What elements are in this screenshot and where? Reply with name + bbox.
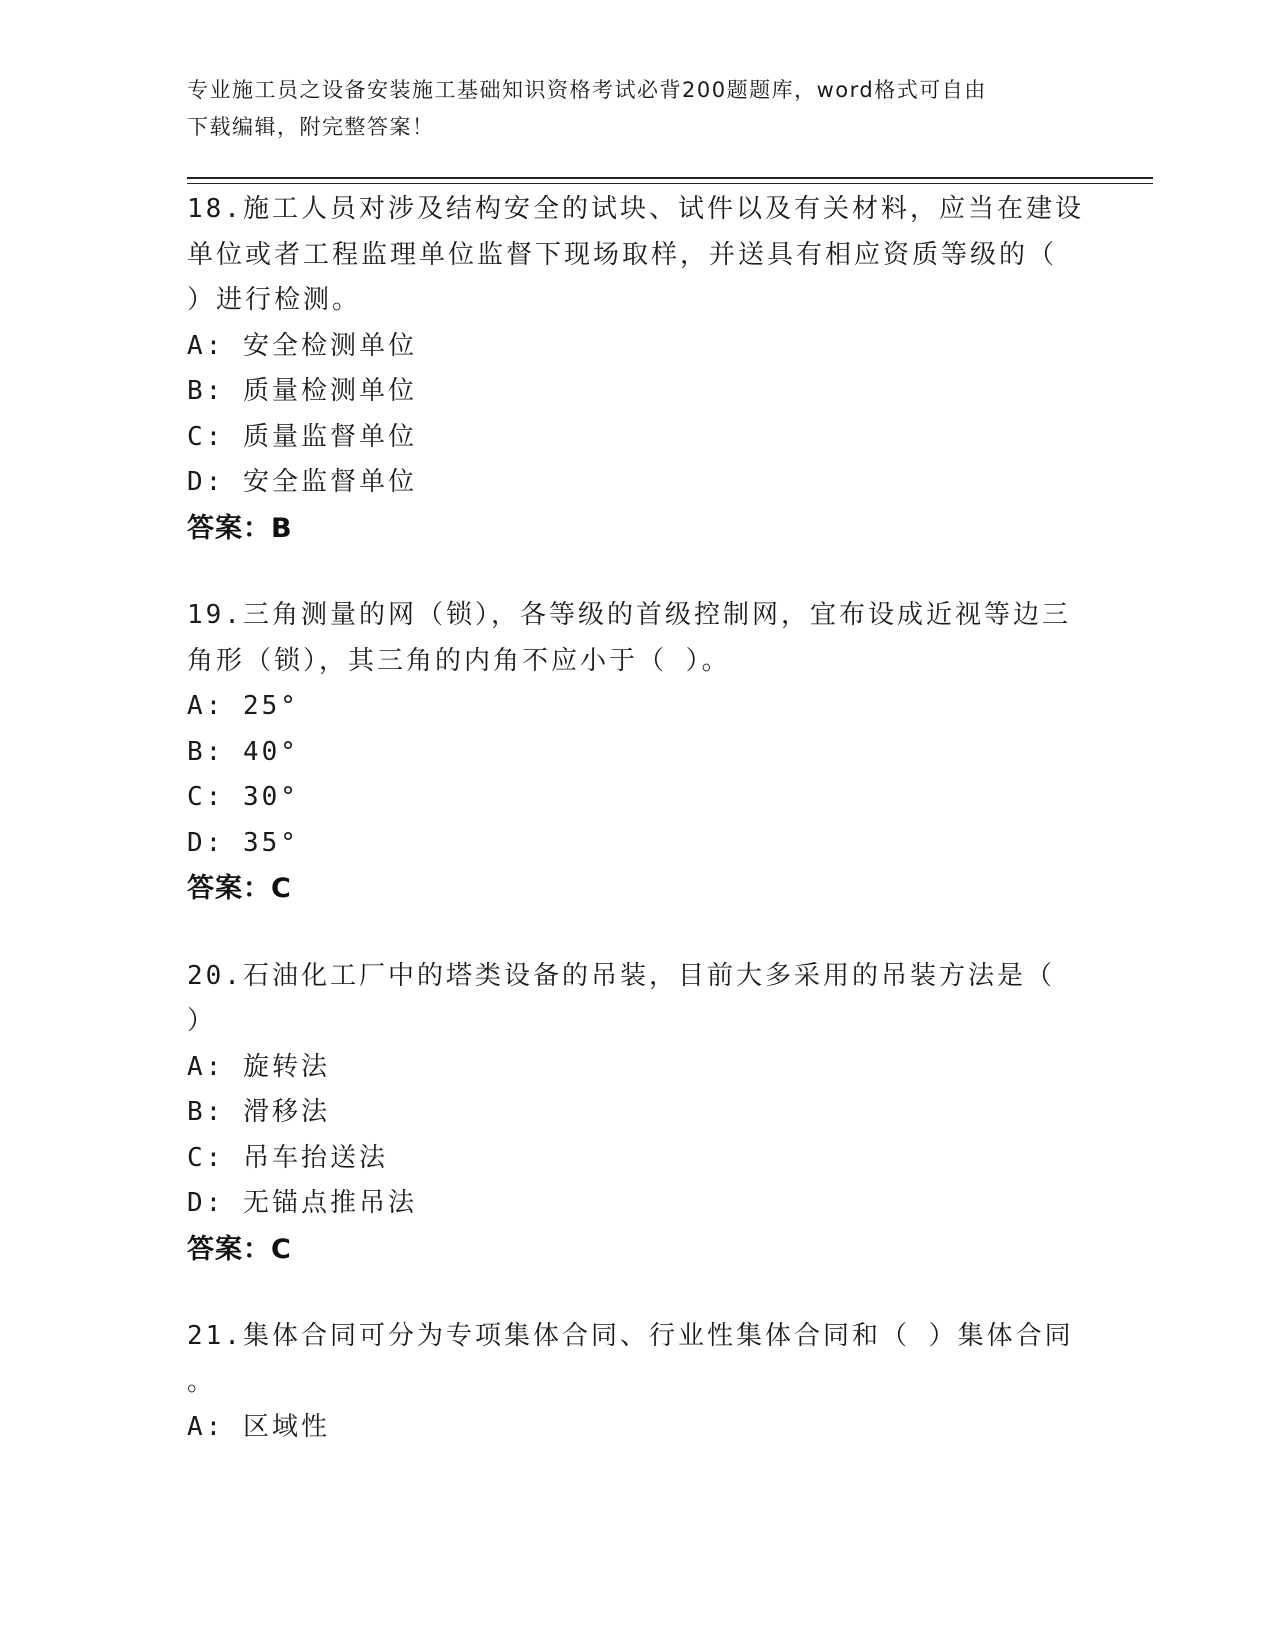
stem-line: 21.集体合同可分为专项集体合同、行业性集体合同和（ ）集体合同 <box>187 1321 1074 1351</box>
option-c: C: 质量监督单位 <box>187 421 417 452</box>
option-d: D: 无锚点推吊法 <box>187 1188 417 1218</box>
option-a: A: 区域性 <box>187 1412 330 1442</box>
option-a: A: 旋转法 <box>187 1051 330 1082</box>
question-stem <box>187 187 1087 324</box>
question-stem <box>187 954 1087 1045</box>
header-line-1: 专业施工员之设备安装施工基础知识资格考试必背200题题库，word格式可自由 <box>187 78 987 102</box>
question-19 <box>187 593 1087 912</box>
option-c: C: 30° <box>187 782 299 812</box>
option-a: A: 25° <box>187 691 299 721</box>
question-stem <box>187 593 1087 684</box>
answer-line: 答案：B <box>187 512 293 544</box>
option-list <box>187 684 1087 866</box>
header-line-2: 下载编辑，附完整答案！ <box>187 115 435 139</box>
option-list <box>187 324 1087 506</box>
stem-line: ）进行检测。 <box>187 285 362 315</box>
question-18 <box>187 187 1087 551</box>
option-list <box>187 1045 1087 1227</box>
stem-line: 18.施工人员对涉及结构安全的试块、试件以及有关材料，应当在建设 <box>187 194 1084 224</box>
answer-line: 答案：C <box>187 873 292 904</box>
option-b: B: 40° <box>187 736 299 767</box>
stem-line: 角形（锁），其三角的内角不应小于（ ）。 <box>187 645 731 676</box>
header-divider-thin <box>187 183 1153 184</box>
stem-line: 19.三角测量的网（锁），各等级的首级控制网，宜布设成近视等边三 <box>187 600 1071 630</box>
option-b: B: 滑移法 <box>187 1097 330 1127</box>
option-d: D: 安全监督单位 <box>187 467 417 497</box>
header-divider-thick <box>187 177 1153 179</box>
document-header <box>187 72 1067 146</box>
question-stem <box>187 1314 1087 1405</box>
question-list <box>187 187 1087 1493</box>
question-21 <box>187 1314 1087 1451</box>
stem-line: 单位或者工程监理单位监督下现场取样，并送具有相应资质等级的（ <box>187 239 1058 270</box>
answer-line: 答案：C <box>187 1233 292 1265</box>
question-20 <box>187 954 1087 1273</box>
stem-line: 。 <box>187 1366 217 1397</box>
option-b: B: 质量检测单位 <box>187 376 417 406</box>
stem-line: 20.石油化工厂中的塔类设备的吊装，目前大多采用的吊装方法是（ <box>187 960 1055 991</box>
option-d: D: 35° <box>187 827 299 858</box>
option-c: C: 吊车抬送法 <box>187 1142 388 1173</box>
option-a: A: 安全检测单位 <box>187 330 417 361</box>
stem-line: ） <box>187 1006 217 1036</box>
option-list <box>187 1405 1087 1451</box>
